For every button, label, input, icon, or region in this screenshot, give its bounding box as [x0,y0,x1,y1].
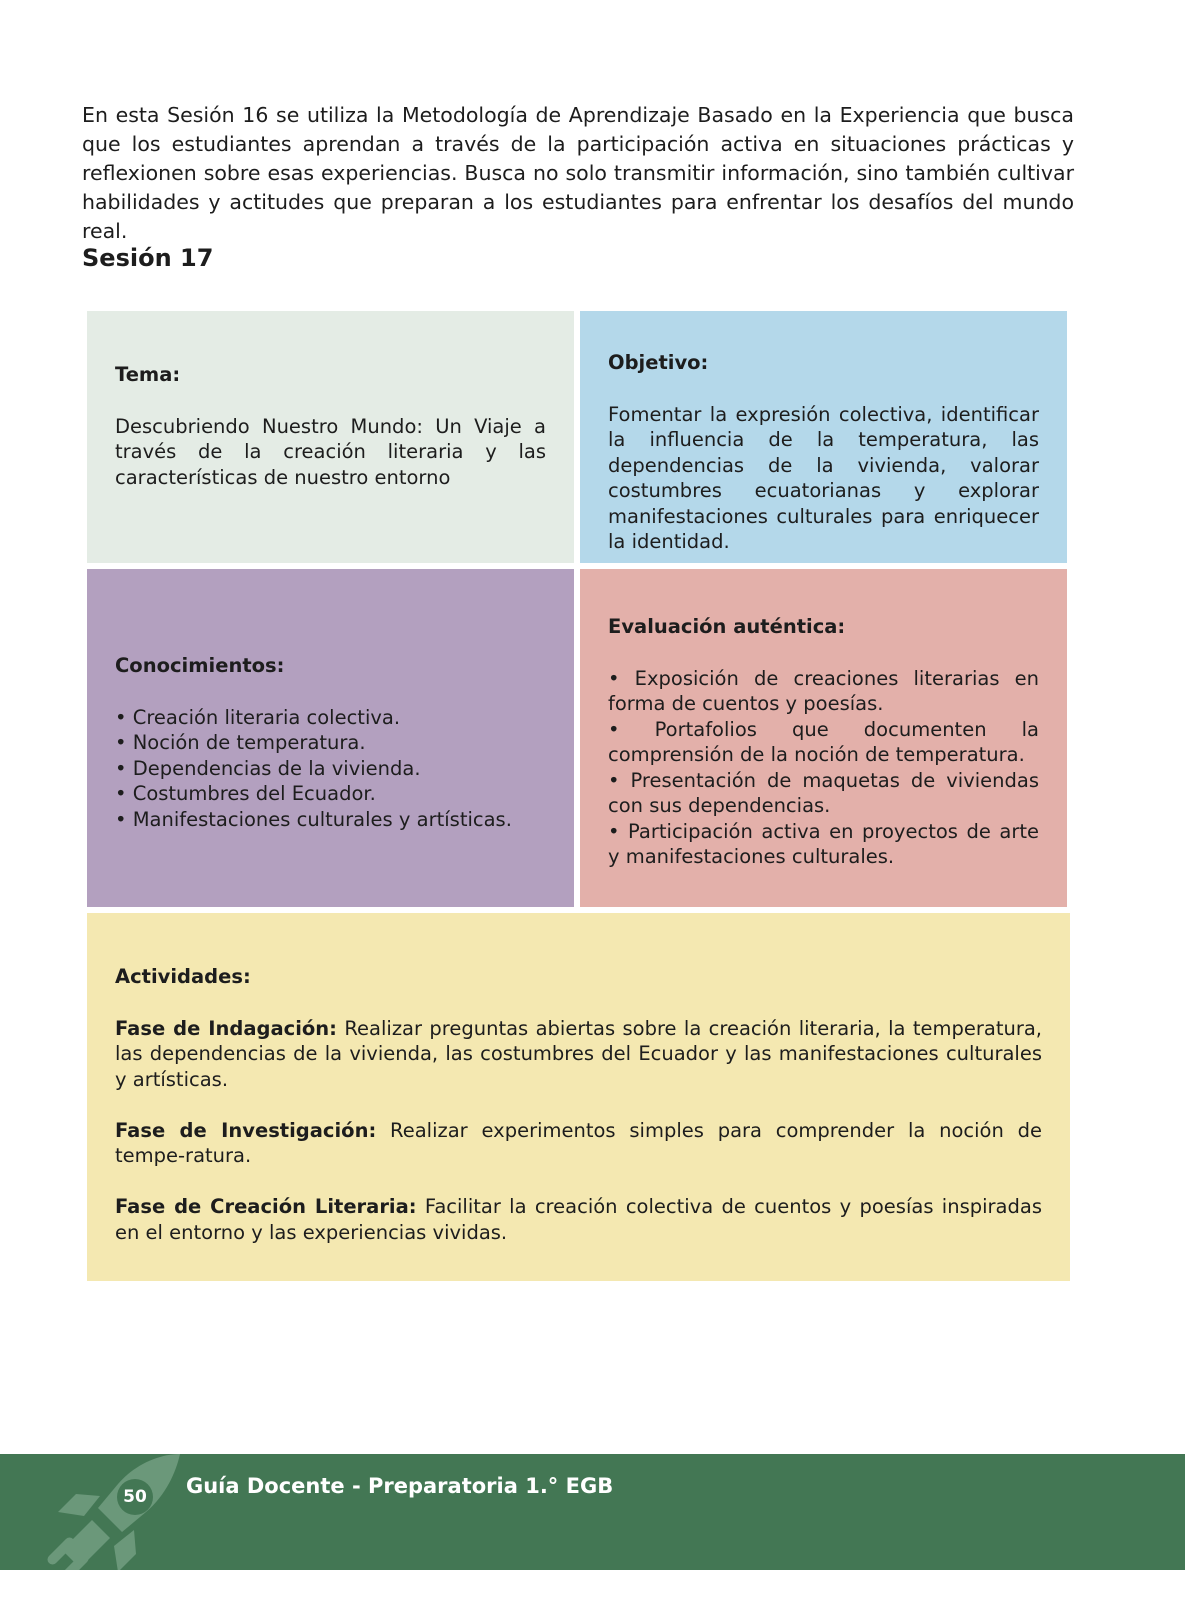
phase-indagacion [115,1016,1042,1093]
list-item: • Participación activa en proyectos de arte y manifestaciones culturales. [608,819,1039,868]
list-item: • Creación literaria colectiva. [115,705,401,729]
list-item: • Exposición de creaciones literarias en forma de cuentos y poesías. [608,666,1039,715]
intro-paragraph: En esta Sesión 16 se utiliza la Metodología de Aprendizaje Basado en la Experiencia que busca que los estudiantes aprendan a través de la participación activa en situaciones prácticas y reflexionen sobre esas experiencias. Busca no solo transmitir información, sino también cultivar habilidades y actitudes que preparan a los estudiantes para enfrentar los desafíos del mundo real. [82,103,1074,243]
phase-text: Realizar preguntas abiertas sobre la creación literaria, la temperatura, las dependencias de la vivienda, las costumbres del Ecuador y las manifestaciones culturales y artísticas. [115,1016,1043,1091]
objetivo-text: Fomentar la expresión colectiva, identificar la influencia de la temperatura, las dependencias de la vivienda, valorar costumbres ecuatorianas y explorar manifestaciones culturales para enriquecer la identidad. [608,402,1039,553]
footer-title: Guía Docente - Preparatoria 1.° EGB [186,1474,614,1498]
evaluacion-list [608,666,1039,870]
conocimientos-box [87,569,574,907]
phase-text: Facilitar la creación colectiva de cuentos y poesías inspiradas en el entorno y las experiencias vividas. [115,1195,1042,1244]
objetivo-label: Objetivo: [608,351,709,374]
session-title: Sesión 17 [82,244,214,272]
conocimientos-list [115,705,546,833]
phase-text: Realizar experimentos simples para comprender la noción de tempe-ratura. [115,1118,1042,1167]
actividades-box [87,913,1070,1281]
evaluacion-box [580,569,1067,907]
phase-investigacion [115,1118,1042,1169]
list-item: • Presentación de maquetas de viviendas con sus dependencias. [608,768,1039,817]
list-item: • Dependencias de la vivienda. [115,756,421,780]
tema-box [87,311,574,563]
phase-title: Fase de Indagación: [115,1016,337,1040]
actividades-label: Actividades: [115,965,251,988]
tema-label: Tema: [115,363,181,386]
conocimientos-label: Conocimientos: [115,654,285,677]
objetivo-box [580,311,1067,563]
rocket-icon [40,1454,190,1570]
phase-title: Fase de Creación Literaria: [115,1195,417,1218]
phase-title: Fase de Investigación: [115,1118,377,1142]
evaluacion-label: Evaluación auténtica: [608,615,846,638]
list-item: • Portafolios que documenten la comprensión de la noción de temperatura. [608,717,1039,766]
footer-bar [0,1454,1185,1570]
tema-text: Descubriendo Nuestro Mundo: Un Viaje a través de la creación literaria y las características de nuestro entorno [115,414,546,489]
list-item: • Noción de temperatura. [115,731,366,754]
phase-creacion-literaria [115,1194,1042,1245]
list-item: • Manifestaciones culturales y artísticas. [115,807,512,831]
list-item: • Costumbres del Ecuador. [115,782,376,805]
page-number: 50 [117,1479,153,1515]
